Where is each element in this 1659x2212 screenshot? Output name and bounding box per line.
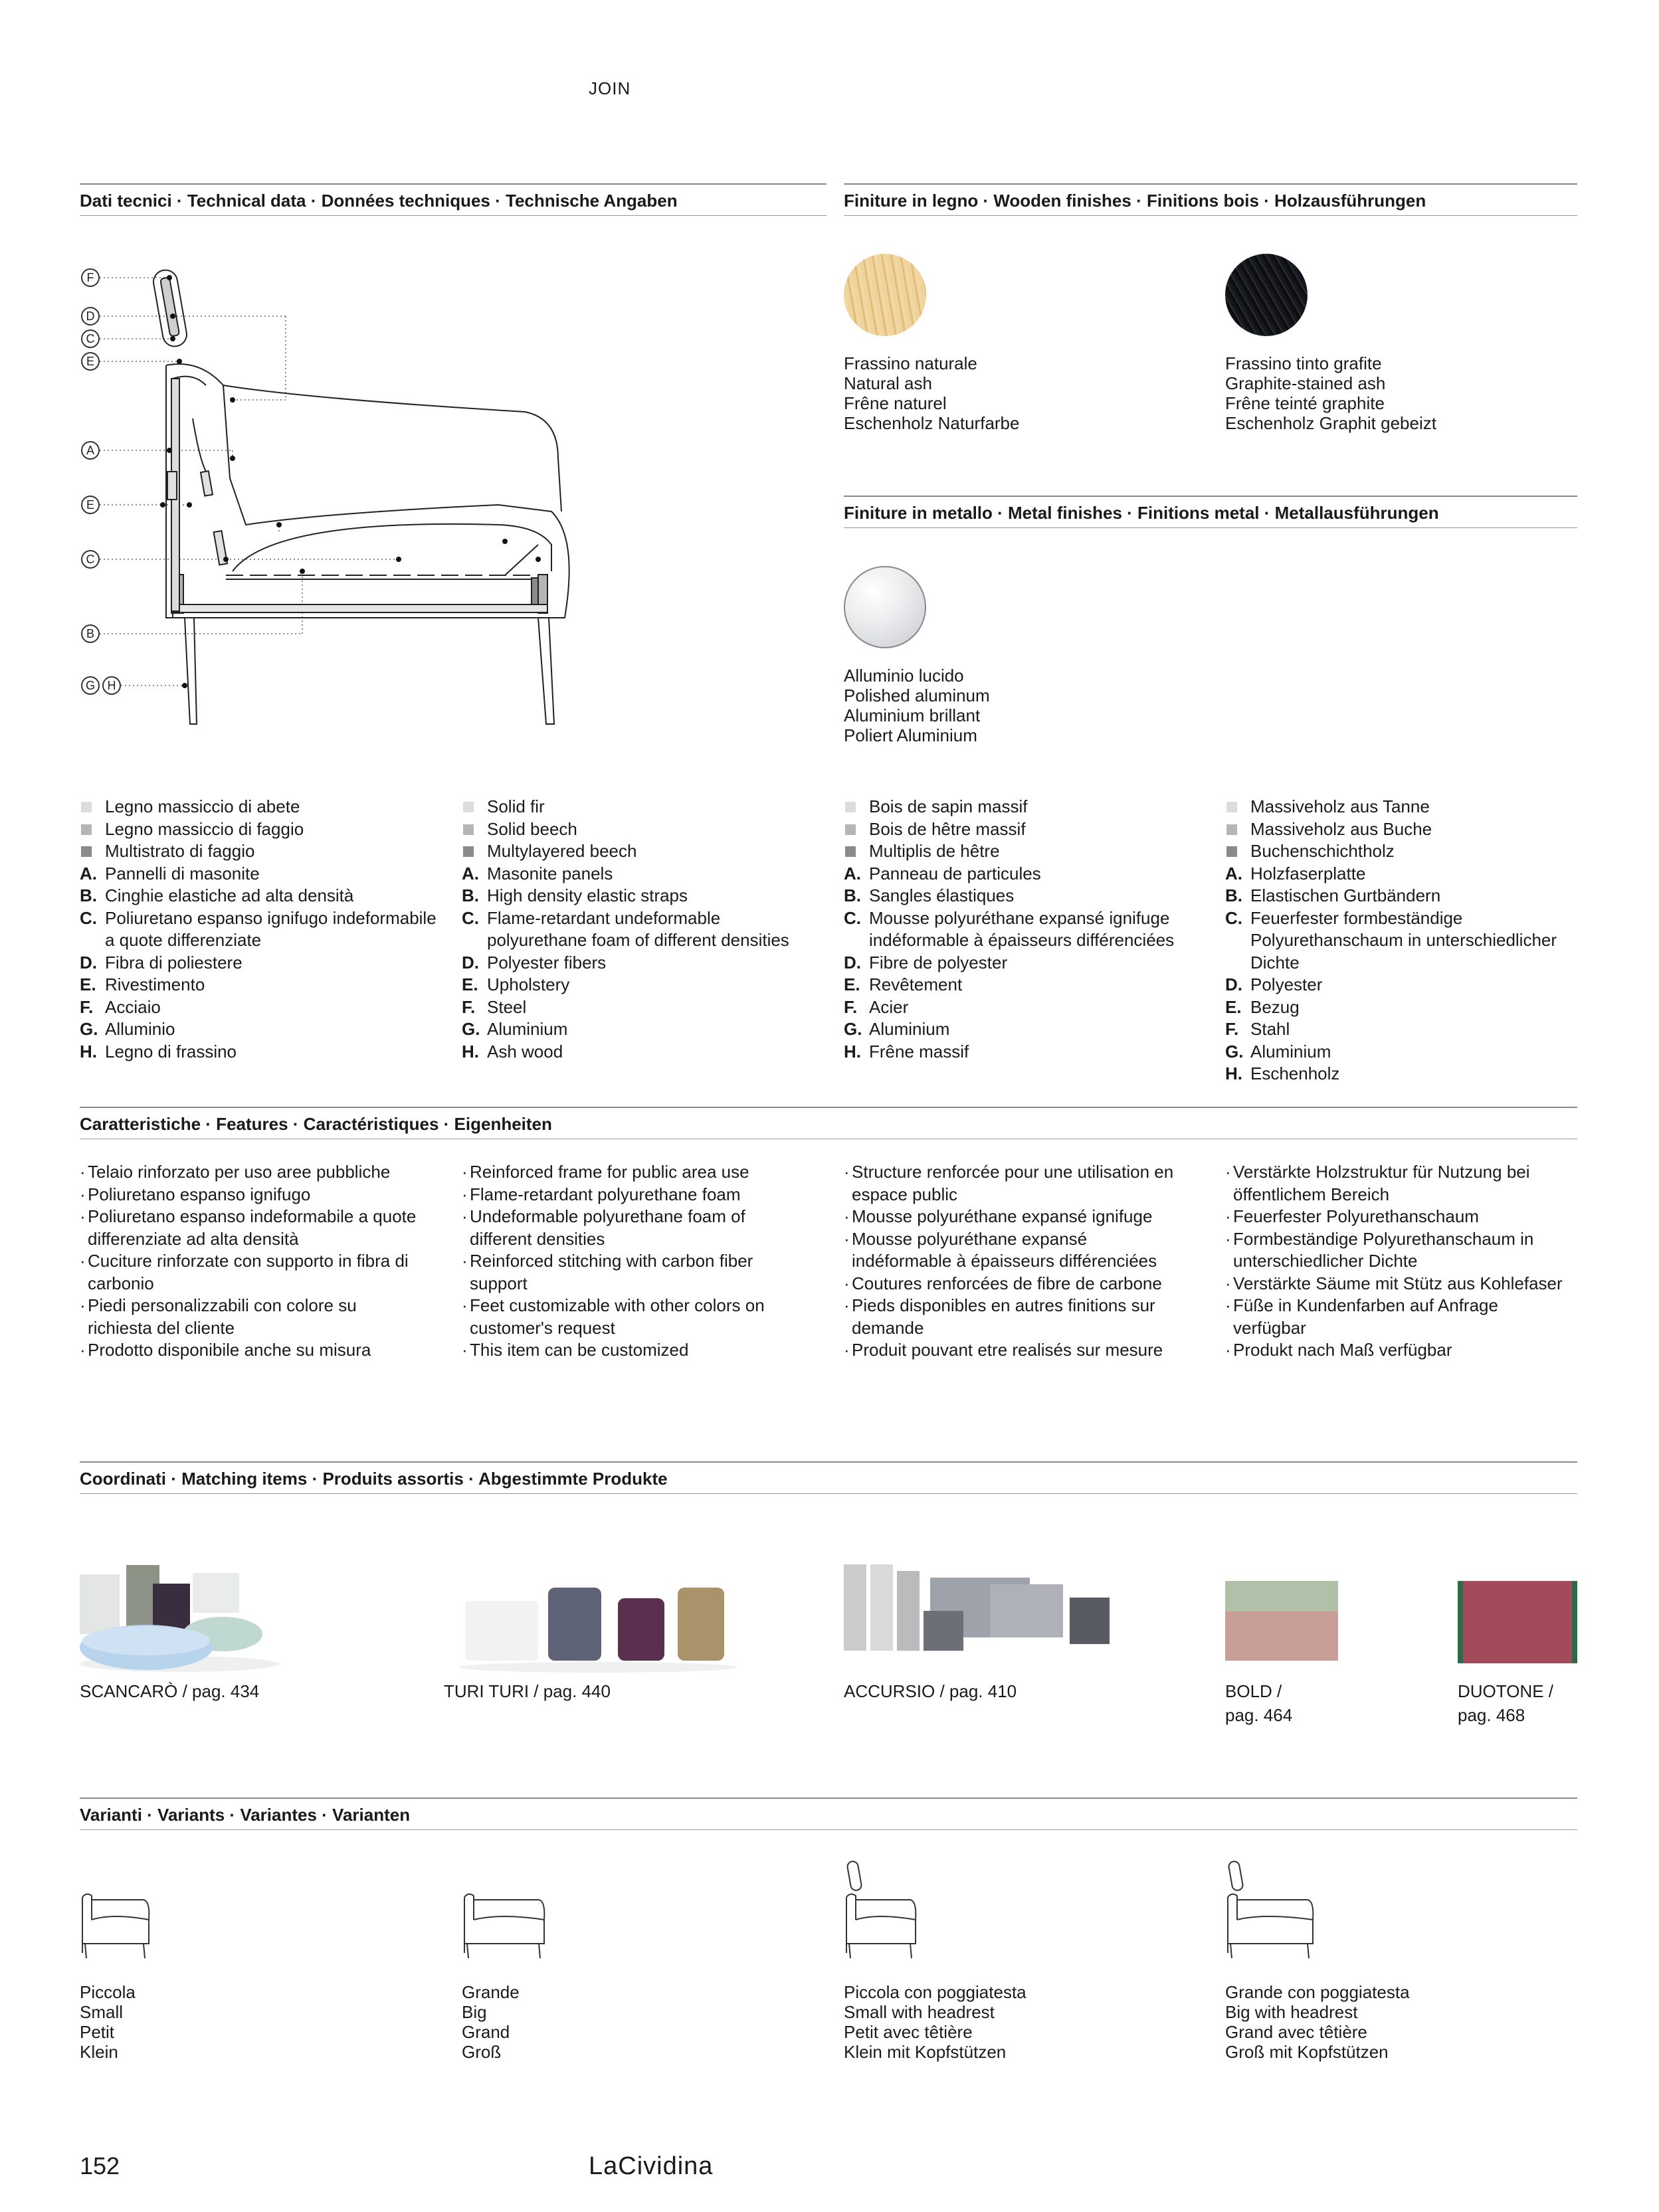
legend-item (462, 996, 821, 1019)
material-square-icon (81, 802, 92, 812)
scancaro-image (80, 1554, 279, 1674)
legend-item (1225, 1018, 1584, 1041)
diagram-label: A (86, 444, 95, 457)
label-f-icon (82, 269, 99, 286)
turi-turi-image (458, 1574, 737, 1674)
legend-key: F. (80, 996, 94, 1017)
legend-item (80, 863, 439, 885)
material-square-icon (1226, 824, 1237, 835)
legend-text: Aluminium (1250, 1041, 1331, 1061)
feature-item: · Füße in Kundenfarben auf Anfrage verfügbar (1225, 1295, 1571, 1339)
features-heading: Caratteristiche · Features · Caractéristiques · Eigenheiten (80, 1114, 552, 1134)
technical-drawing (73, 259, 605, 737)
legend-text: Mousse polyuréthane expansé ignifuge indéformable à épaisseurs différenciées (869, 907, 1175, 950)
label-c-icon (82, 330, 99, 347)
legend-text: Solid fir (487, 796, 545, 816)
legend-text: Eschenholz (1250, 1063, 1340, 1083)
legend-item (1225, 818, 1584, 841)
legend-text: Aluminium (487, 1019, 568, 1039)
legend-item (844, 796, 1203, 818)
big-sofa-headrest-icon (1225, 1860, 1318, 1960)
legend-item (462, 952, 821, 974)
legend-item (844, 885, 1203, 907)
legend-item (1225, 1063, 1584, 1085)
divider (80, 1493, 1577, 1494)
legend-text: Flame-retardant undeformable polyurethane foam of different densities (487, 907, 789, 950)
feature-item: · Pieds disponibles en autres finitions sur demande (844, 1295, 1189, 1339)
feature-item: · Telaio rinforzato per uso aree pubbliche (80, 1161, 425, 1184)
feature-item: · Feet customizable with other colors on customer's request (462, 1295, 807, 1339)
legend-text: Acciaio (105, 996, 161, 1017)
technical-data-heading: Dati tecnici · Technical data · Données techniques · Technische Angaben (80, 191, 678, 211)
legend-text: Panneau de particules (869, 863, 1041, 883)
feature-item: · Prodotto disponibile anche su misura (80, 1339, 425, 1362)
diagram-label: G (85, 679, 96, 692)
diagram-label: C (86, 332, 95, 345)
feature-item: · Verstärkte Säume mit Stütz aus Kohlefaser (1225, 1273, 1571, 1295)
divider (844, 215, 1577, 216)
legend-key: E. (844, 974, 860, 994)
page-number: 152 (80, 2152, 120, 2179)
legend-text: Massiveholz aus Buche (1250, 818, 1432, 839)
legend-key: E. (1225, 996, 1242, 1017)
legend-text: Multistrato di faggio (105, 841, 255, 861)
legend-item (80, 885, 439, 907)
legend-item (1225, 840, 1584, 863)
feature-item: · Produkt nach Maß verfügbar (1225, 1339, 1571, 1362)
legend-text: Acier (869, 996, 909, 1017)
legend-item (1225, 974, 1584, 996)
legend-text: Buchenschichtholz (1250, 841, 1395, 861)
turi-turi-label[interactable]: TURI TURI / pag. 440 (444, 1681, 611, 1701)
label-g-icon (82, 677, 99, 694)
legend-item (844, 818, 1203, 841)
legend-key: B. (80, 885, 97, 905)
label-e-icon (82, 353, 99, 370)
legend-text: Legno massiccio di faggio (105, 818, 304, 839)
legend-key: E. (80, 974, 96, 994)
legend-key: A. (462, 863, 479, 883)
feature-item: · Feuerfester Polyurethanschaum (1225, 1206, 1571, 1228)
divider (80, 1797, 1577, 1799)
legend-text: Fibre de polyester (869, 952, 1008, 972)
legend-text: Pannelli di masonite (105, 863, 260, 883)
variant-small-headrest-label: Piccola con poggiatesta Small with headrest Petit avec têtière Klein mit Kopfstützen (844, 1982, 1026, 2062)
legend-item (844, 996, 1203, 1019)
bold-label[interactable]: BOLD / pag. 464 (1225, 1681, 1293, 1725)
duotone-label[interactable]: DUOTONE / pag. 468 (1458, 1681, 1553, 1725)
label-e-icon (82, 496, 99, 513)
legend-item (80, 840, 439, 863)
variants-heading: Varianti · Variants · Variantes · Varianten (80, 1805, 411, 1825)
feature-item: · This item can be customized (462, 1339, 807, 1362)
legend-text: Feuerfester formbeständige Polyurethanschaum in unterschiedlicher Dichte (1250, 907, 1557, 972)
divider (844, 527, 1577, 528)
feature-item: · Structure renforcée pour une utilisation en espace public (844, 1161, 1189, 1206)
divider (80, 1107, 1577, 1108)
legend-item (462, 907, 821, 952)
legend-key: F. (1225, 1019, 1239, 1039)
accursio-label[interactable]: ACCURSIO / pag. 410 (844, 1681, 1017, 1701)
legend-item (462, 974, 821, 996)
legend-item (844, 1041, 1203, 1063)
features-list-it (80, 1161, 425, 1362)
legend-item (844, 840, 1203, 863)
label-a-icon (82, 442, 99, 459)
legend-text: Multylayered beech (487, 841, 637, 861)
legend-text: Steel (487, 996, 527, 1017)
material-square-icon (463, 802, 474, 812)
legend-item (80, 974, 439, 996)
features-list-en (462, 1161, 807, 1362)
legend-key: H. (462, 1041, 479, 1061)
accursio-image (844, 1558, 1123, 1657)
legend-text: Masonite panels (487, 863, 613, 883)
natural-ash-swatch (844, 254, 926, 336)
legend-item (844, 907, 1203, 952)
diagram-label: F (86, 271, 94, 284)
legend-key: A. (1225, 863, 1242, 883)
legend-item (844, 863, 1203, 885)
legend-text: Frêne massif (869, 1041, 969, 1061)
divider (80, 183, 827, 185)
legend-text: Fibra di poliestere (105, 952, 243, 972)
legend-text: Holzfaserplatte (1250, 863, 1366, 883)
materials-legend-fr (844, 796, 1203, 1063)
legend-item (462, 885, 821, 907)
legend-key: G. (462, 1019, 480, 1039)
label-b-icon (82, 625, 99, 642)
feature-item: · Cuciture rinforzate con supporto in fibra di carbonio (80, 1250, 425, 1295)
legend-text: Elastischen Gurtbändern (1250, 885, 1441, 905)
feature-item: · Poliuretano espanso ignifugo (80, 1184, 425, 1206)
legend-item (462, 840, 821, 863)
legend-item (462, 818, 821, 841)
legend-item (1225, 796, 1584, 818)
legend-key: B. (462, 885, 479, 905)
feature-item: · Coutures renforcées de fibre de carbone (844, 1273, 1189, 1295)
matching-heading: Coordinati · Matching items · Produits assortis · Abgestimmte Produkte (80, 1469, 668, 1489)
legend-item (462, 1018, 821, 1041)
big-sofa-icon (462, 1880, 548, 1960)
legend-item (462, 863, 821, 885)
diagram-label: E (86, 498, 95, 511)
legend-item (80, 952, 439, 974)
feature-item: · Mousse polyuréthane expansé ignifuge (844, 1206, 1189, 1228)
scancaro-label[interactable]: SCANCARÒ / pag. 434 (80, 1681, 260, 1701)
legend-text: Bezug (1250, 996, 1300, 1017)
legend-item (80, 996, 439, 1019)
material-square-icon (81, 846, 92, 857)
legend-key: D. (462, 952, 479, 972)
legend-key: C. (844, 907, 861, 928)
label-h-icon (103, 677, 120, 694)
legend-key: H. (844, 1041, 861, 1061)
feature-item: · Flame-retardant polyurethane foam (462, 1184, 807, 1206)
duotone-rug-image (1458, 1581, 1577, 1663)
diagram-label: D (86, 310, 95, 323)
legend-text: High density elastic straps (487, 885, 688, 905)
legend-item (80, 1041, 439, 1063)
legend-item (844, 974, 1203, 996)
feature-item: · Verstärkte Holzstruktur für Nutzung bei öffentlichem Bereich (1225, 1161, 1571, 1206)
legend-key: C. (80, 907, 97, 928)
material-square-icon (1226, 846, 1237, 857)
material-square-icon (463, 824, 474, 835)
polished-aluminum-names: Alluminio lucido Polished aluminum Aluminium brillant Poliert Aluminium (844, 666, 990, 745)
materials-legend-en (462, 796, 821, 1063)
legend-text: Ash wood (487, 1041, 563, 1061)
diagram-label: C (86, 553, 95, 566)
legend-text: Alluminio (105, 1019, 175, 1039)
legend-text: Massiveholz aus Tanne (1250, 796, 1430, 816)
wooden-finishes-heading: Finiture in legno · Wooden finishes · Finitions bois · Holzausführungen (844, 191, 1426, 211)
legend-key: C. (1225, 907, 1242, 928)
diagram-label: B (86, 627, 95, 640)
legend-key: G. (1225, 1041, 1244, 1061)
legend-text: Stahl (1250, 1019, 1290, 1039)
label-d-icon (82, 308, 99, 325)
feature-item: · Undeformable polyurethane foam of different densities (462, 1206, 807, 1250)
feature-item: · Piedi personalizzabili con colore su richiesta del cliente (80, 1295, 425, 1339)
divider (80, 1461, 1577, 1463)
variant-big-headrest-label: Grande con poggiatesta Big with headrest Grand avec têtière Groß mit Kopfstützen (1225, 1982, 1410, 2062)
features-list-fr (844, 1161, 1189, 1362)
legend-item (1225, 885, 1584, 907)
legend-item (844, 1018, 1203, 1041)
diagram-label: E (86, 355, 95, 368)
legend-item (1225, 996, 1584, 1019)
legend-key: B. (844, 885, 861, 905)
legend-key: D. (80, 952, 97, 972)
legend-text: Upholstery (487, 974, 570, 994)
small-sofa-icon (80, 1880, 153, 1960)
metal-finishes-heading: Finiture in metallo · Metal finishes · Finitions metal · Metallausführungen (844, 503, 1439, 523)
legend-item (80, 1018, 439, 1041)
material-square-icon (463, 846, 474, 857)
variant-big-label: Grande Big Grand Groß (462, 1982, 520, 2062)
feature-item: · Produit pouvant etre realisés sur mesure (844, 1339, 1189, 1362)
legend-item (462, 796, 821, 818)
material-square-icon (845, 846, 856, 857)
legend-key: B. (1225, 885, 1242, 905)
materials-legend-it (80, 796, 439, 1063)
legend-key: D. (844, 952, 861, 972)
legend-text: Poliuretano espanso ignifugo indeformabile a quote differenziate (105, 907, 437, 950)
legend-text: Legno di frassino (105, 1041, 237, 1061)
legend-key: F. (844, 996, 858, 1017)
diagram-label: H (107, 679, 116, 692)
legend-item (462, 1041, 821, 1063)
bold-rug-image (1225, 1581, 1338, 1661)
feature-item: · Formbeständige Polyurethanschaum in unterschiedlicher Dichte (1225, 1228, 1571, 1273)
materials-legend-de (1225, 796, 1584, 1085)
label-c-icon (82, 551, 99, 568)
legend-key: A. (844, 863, 861, 883)
divider (844, 496, 1577, 497)
legend-text: Sangles élastiques (869, 885, 1015, 905)
legend-key: H. (80, 1041, 97, 1061)
divider (80, 1829, 1577, 1830)
material-square-icon (1226, 802, 1237, 812)
feature-item: · Reinforced stitching with carbon fiber support (462, 1250, 807, 1295)
legend-key: F. (462, 996, 476, 1017)
legend-item (1225, 1041, 1584, 1063)
legend-item (1225, 863, 1584, 885)
natural-ash-names: Frassino naturale Natural ash Frêne naturel Eschenholz Naturfarbe (844, 353, 1020, 433)
material-square-icon (81, 824, 92, 835)
legend-text: Bois de sapin massif (869, 796, 1028, 816)
legend-text: Multiplis de hêtre (869, 841, 1000, 861)
small-sofa-headrest-icon (844, 1860, 924, 1960)
page-title: JOIN (589, 78, 631, 98)
legend-item (1225, 907, 1584, 974)
legend-key: E. (462, 974, 478, 994)
graphite-ash-names: Frassino tinto grafite Graphite-stained ash Frêne teinté graphite Eschenholz Graphit gebeizt (1225, 353, 1436, 433)
variant-small-label: Piccola Small Petit Klein (80, 1982, 136, 2062)
polished-aluminum-swatch (844, 566, 926, 648)
legend-text: Polyester fibers (487, 952, 607, 972)
legend-text: Aluminium (869, 1019, 950, 1039)
legend-item (80, 907, 439, 952)
feature-item: · Mousse polyuréthane expansé indéformable à épaisseurs différenciées (844, 1228, 1189, 1273)
legend-text: Legno massiccio di abete (105, 796, 300, 816)
feature-item: · Reinforced frame for public area use (462, 1161, 807, 1184)
legend-key: D. (1225, 974, 1242, 994)
legend-text: Bois de hêtre massif (869, 818, 1026, 839)
legend-item (844, 952, 1203, 974)
legend-item (80, 818, 439, 841)
brand-name: LaCividina (589, 2152, 714, 2180)
graphite-ash-swatch (1225, 254, 1308, 336)
divider (844, 183, 1577, 185)
legend-text: Revêtement (869, 974, 963, 994)
legend-key: G. (844, 1019, 862, 1039)
legend-key: A. (80, 863, 97, 883)
legend-text: Cinghie elastiche ad alta densità (105, 885, 354, 905)
features-list-de (1225, 1161, 1571, 1362)
legend-key: H. (1225, 1063, 1242, 1083)
feature-item: · Poliuretano espanso indeformabile a quote differenziate ad alta densità (80, 1206, 425, 1250)
divider (80, 215, 827, 216)
legend-key: G. (80, 1019, 98, 1039)
legend-text: Polyester (1250, 974, 1323, 994)
legend-text: Rivestimento (105, 974, 205, 994)
material-square-icon (845, 802, 856, 812)
legend-text: Solid beech (487, 818, 577, 839)
legend-item (80, 796, 439, 818)
legend-key: C. (462, 907, 479, 928)
material-square-icon (845, 824, 856, 835)
